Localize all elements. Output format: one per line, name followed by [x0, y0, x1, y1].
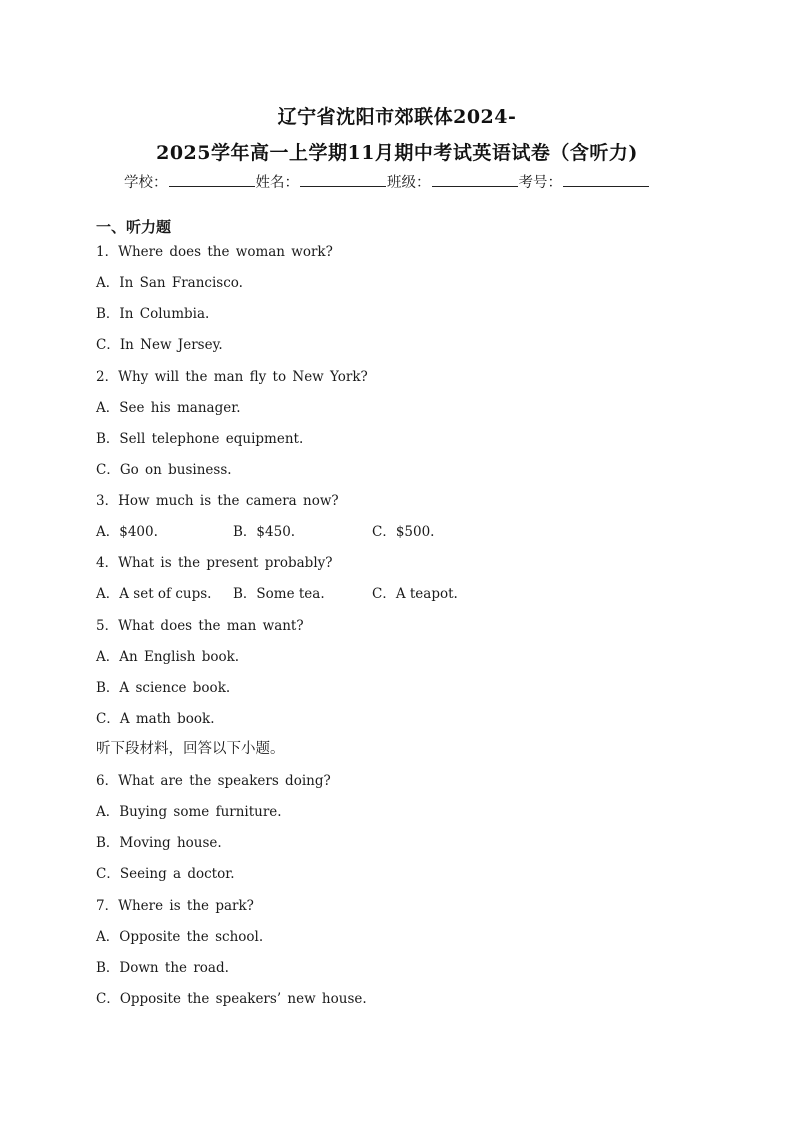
- school-field: [124, 171, 256, 192]
- question-6-option-b: B．Moving house.: [96, 835, 222, 851]
- name-label: 姓名：: [255, 175, 299, 191]
- class-blank[interactable]: [432, 172, 518, 187]
- question-1-option-b: B．In Columbia.: [96, 306, 210, 322]
- exam-title-line-2: 2025学年高一上学期11月期中考试英语试卷（含听力): [156, 142, 638, 164]
- question-6-option-c: C．Seeing a doctor.: [96, 866, 235, 882]
- class-label: 班级：: [387, 175, 431, 191]
- exam-number-field: [519, 171, 651, 192]
- question-5-option-b: B．A science book.: [96, 680, 231, 696]
- question-4-option-c: C．A teapot.: [372, 586, 458, 602]
- question-2-option-c: C．Go on business.: [96, 462, 232, 478]
- question-2-option-b: B．Sell telephone equipment.: [96, 431, 304, 447]
- name-blank[interactable]: [300, 172, 386, 187]
- question-4-option-a: A．A set of cups.: [96, 586, 212, 602]
- question-7-stem: 7．Where is the park?: [96, 898, 254, 914]
- question-4-stem: 4．What is the present probably?: [96, 555, 333, 571]
- question-7-option-a: A．Opposite the school.: [96, 929, 264, 945]
- question-5-stem: 5．What does the man want?: [96, 618, 304, 634]
- question-4-option-b: B．Some tea.: [233, 586, 325, 602]
- question-3-stem: 3．How much is the camera now?: [96, 493, 339, 509]
- question-3-option-c: C．$500.: [372, 524, 435, 540]
- question-2-option-a: A．See his manager.: [96, 400, 241, 416]
- question-3-option-a: A．$400.: [96, 524, 158, 540]
- question-5-option-a: A．An English book.: [96, 649, 240, 665]
- exam-number-label: 考号：: [518, 175, 562, 191]
- class-field: [387, 171, 519, 192]
- school-blank[interactable]: [169, 172, 255, 187]
- question-6-stem: 6．What are the speakers doing?: [96, 773, 331, 789]
- question-3-option-b: B．$450.: [233, 524, 296, 540]
- question-5-option-c: C．A math book.: [96, 711, 215, 727]
- student-info-row: [124, 171, 650, 192]
- question-2-stem: 2．Why will the man fly to New York?: [96, 369, 368, 385]
- name-field: [256, 171, 388, 192]
- listening-instruction: 听下段材料，回答以下小题。: [96, 741, 285, 757]
- question-1-option-a: A．In San Francisco.: [96, 275, 243, 291]
- exam-title-line-1: 辽宁省沈阳市郊联体2024-: [277, 106, 517, 128]
- question-6-option-a: A．Buying some furniture.: [96, 804, 282, 820]
- question-7-option-c: C．Opposite the speakers’ new house.: [96, 991, 367, 1007]
- exam-number-blank[interactable]: [563, 172, 649, 187]
- question-1-stem: 1．Where does the woman work?: [96, 244, 333, 260]
- question-1-option-c: C．In New Jersey.: [96, 337, 223, 353]
- listening-section-heading: 一、听力题: [96, 218, 172, 236]
- school-label: 学校：: [124, 175, 168, 191]
- question-7-option-b: B．Down the road.: [96, 960, 229, 976]
